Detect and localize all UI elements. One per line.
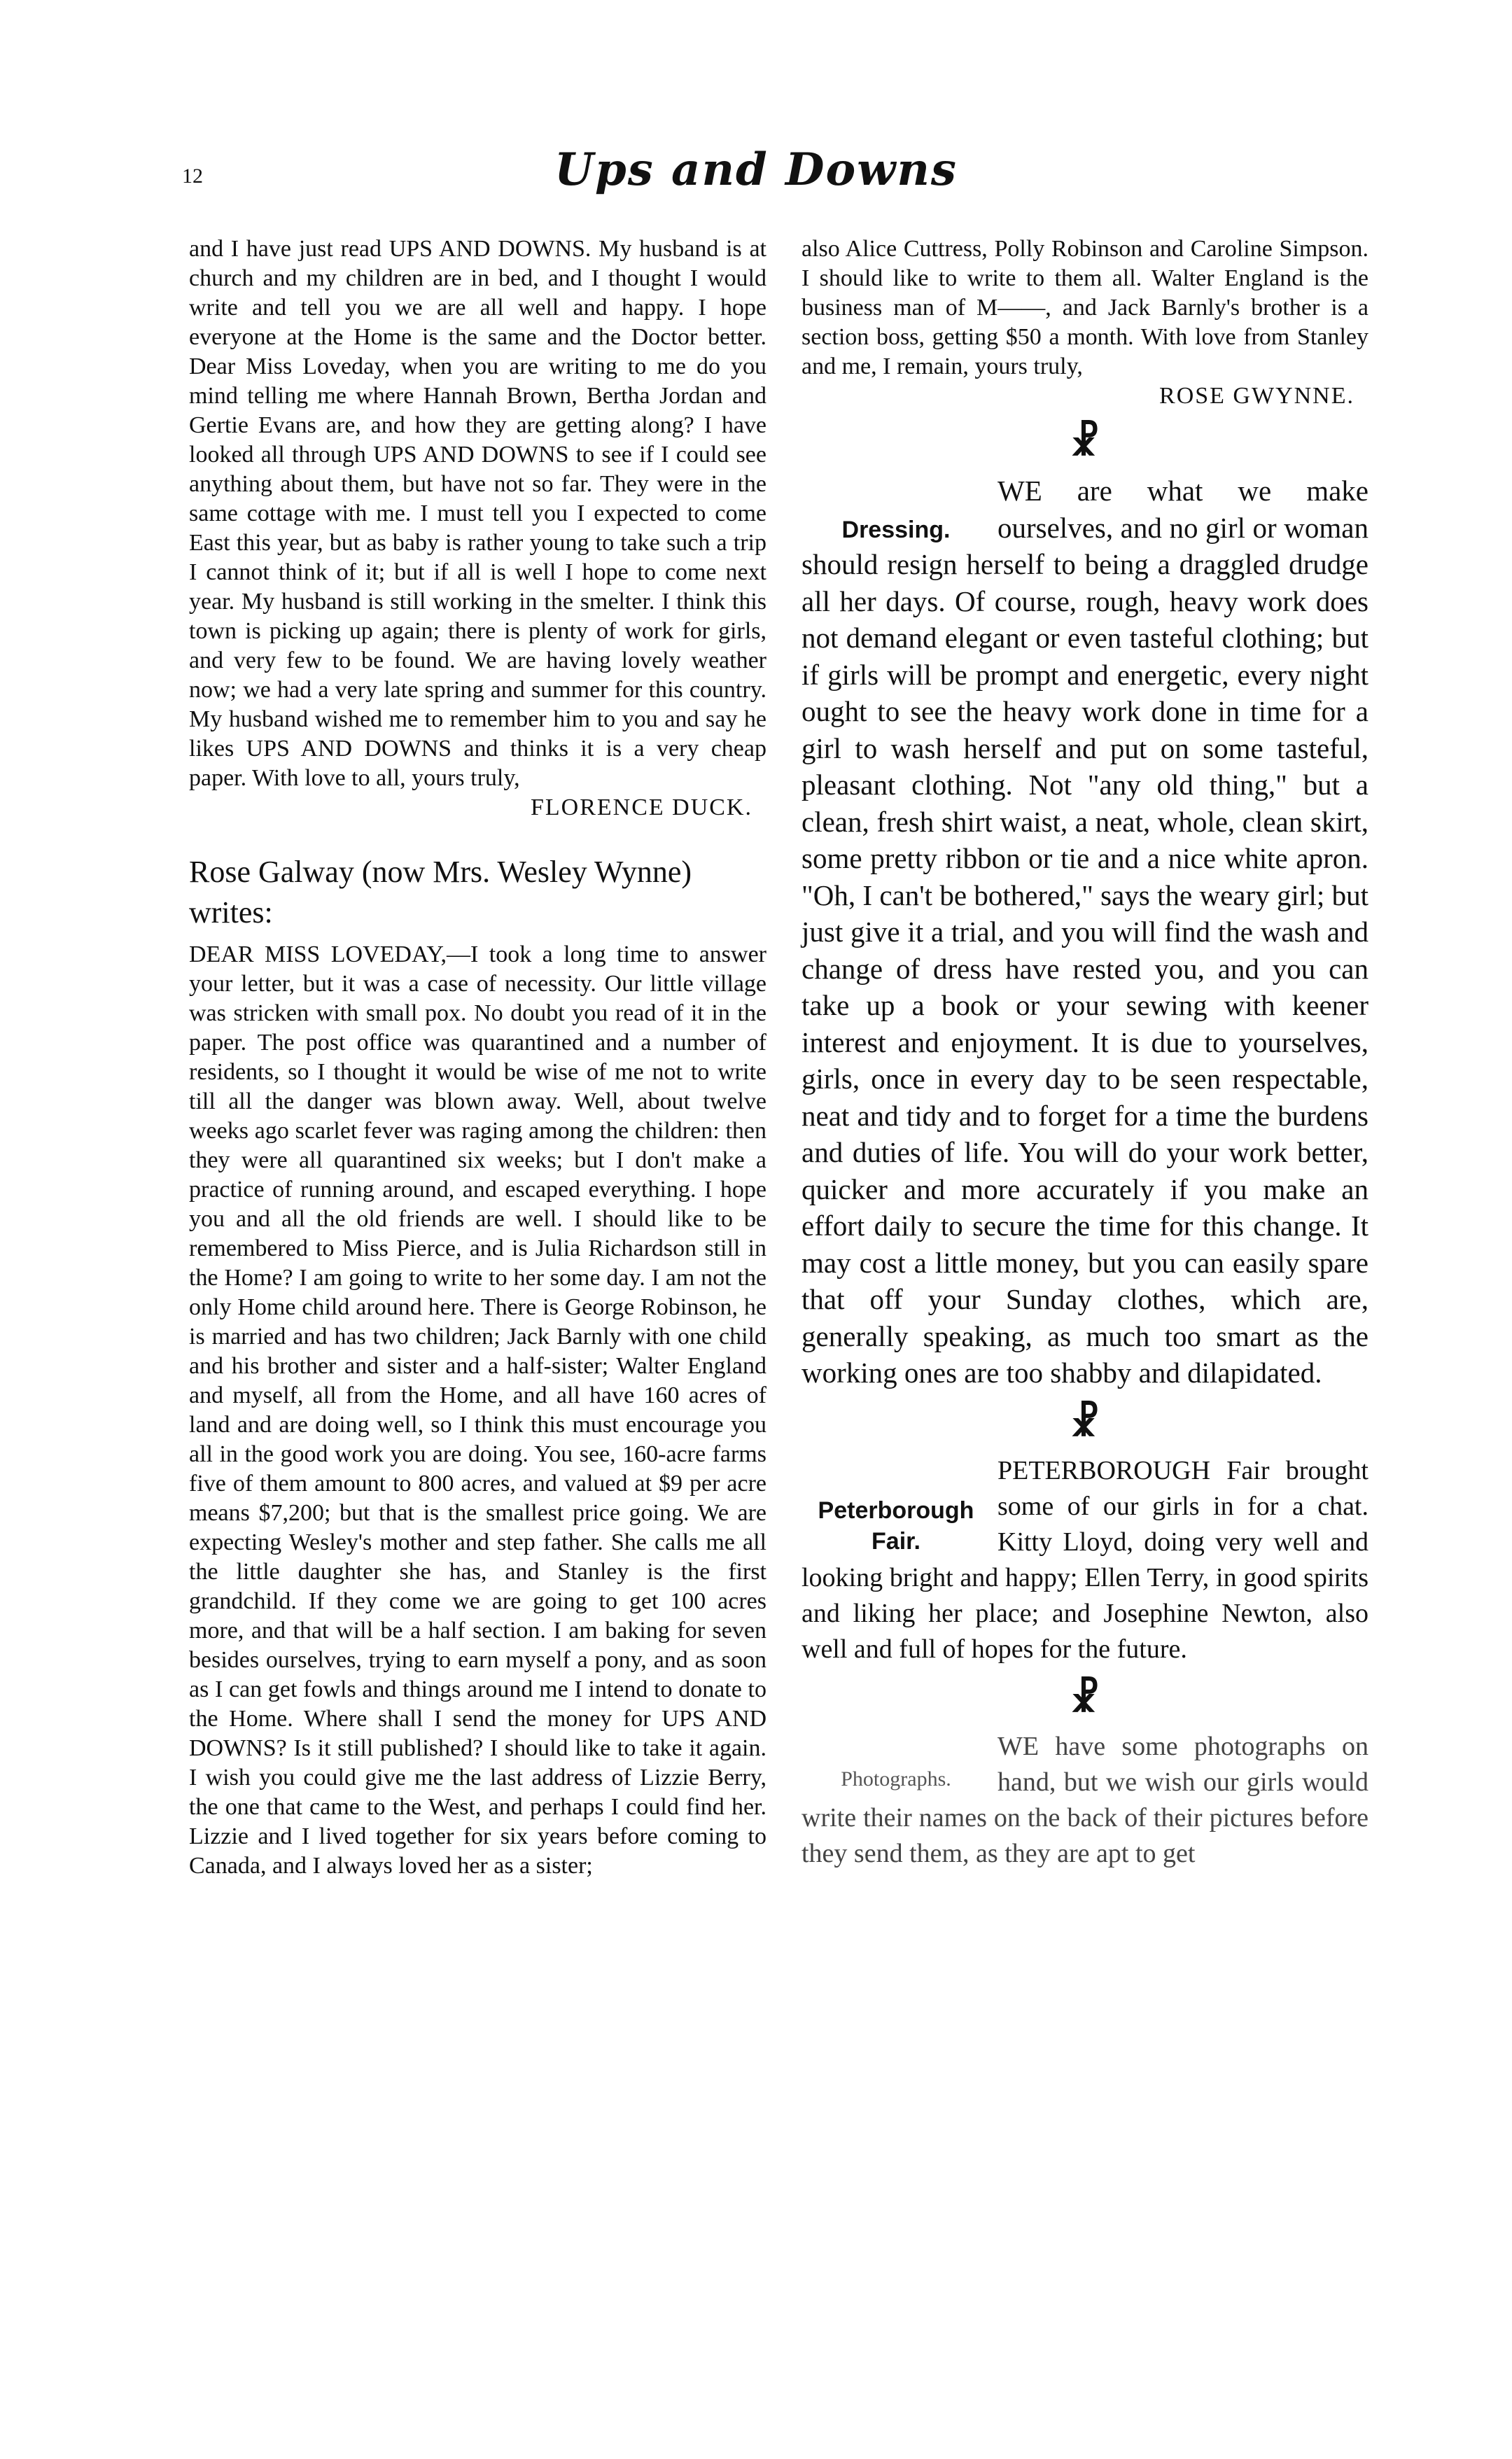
page-number: 12	[182, 164, 203, 188]
sidehead-peterborough-fair: Peterborough Fair.	[818, 1497, 974, 1555]
running-title: Ups and Downs	[554, 143, 958, 196]
letter-florence-signature: FLORENCE DUCK.	[530, 794, 752, 820]
letter-rose-body: DEAR MISS LOVEDAY,—I took a long time to answer your letter, but it was a case of necessity. Our little village was stricken with small pox. No doubt you read of it in the paper. The post office was quarantined and a number of residents, so I thought it would be wise of me not to write till all the danger was blown away. Well, about twelve weeks ago scarlet fever was raging among the children: then they were all quarantined six weeks; but I don't make a practice of running around, and escaped everything. I hope you and all the old friends are well. I should like to be remembered to Miss Pierce, and is Julia Richardson still in the Home? I am going to write to her some day. I am not the only Home child around here. There is George Robinson, he is married and has two children; Jack Barnly with one child and his brother and sister and a half-sister; Walter England and myself, all from the Home, and all have 160 acres of land and are doing well, so I think this must encourage you all in the good work you are doing. You see, 160-acre farms five of them amount to 800 acres, and valued at $9 per acre means $7,200; but that is the smallest price going. We are expecting Wesley's mother and step father. She calls me all the little daughter she has, and Stanley is the first grandchild. If they come we are going to get 100 acres more, and that will be a half section. I am baking for seven besides ourselves, trying to earn myself a pony, and as soon as I can get fowls and things around me I intend to donate to the Home. Where shall I send the money for UPS AND DOWNS? Is it still published? I should like to take it again. I wish you could give me the last address of Lizzie Berry, the one that came to the West, and perhaps I could find her. Lizzie and I lived together for six years before coming to Canada, and I always loved her as a sister;	[189, 941, 766, 1879]
section-photographs	[802, 1729, 1368, 1872]
letter-rose-continued: also Alice Cuttress, Polly Robinson and Caroline Simpson. I should like to write to them all. Walter England is the business man of M——, and Jack Barnly's brother is a section boss, getting $50 a month. With love from Stanley and me, I remain, yours truly,	[802, 236, 1368, 379]
page-header	[0, 143, 1512, 206]
section-divider-ornament: ☧	[1070, 1401, 1100, 1444]
peterborough-fair-text: PETERBOROUGH Fair brought some of our girls in for a chat. Kitty Lloyd, doing very well and looking bright and happy; Ellen Terry, in good spirits and liking her place; and Josephine Newton, also well and full of hopes for the future.	[802, 1455, 1368, 1664]
section-peterborough-fair	[802, 1453, 1368, 1667]
left-column	[189, 234, 766, 1881]
right-column	[802, 234, 1368, 1872]
section-dressing	[802, 472, 1368, 1392]
letter-rose-intro: Rose Galway (now Mrs. Wesley Wynne) writes:	[189, 855, 692, 930]
sidehead-photographs: Photographs.	[841, 1767, 951, 1791]
section-divider-ornament: ☧	[1070, 421, 1100, 463]
letter-florence-body: and I have just read UPS AND DOWNS. My husband is at church and my children are in bed, and I thought I would write and tell you we are all well and happy. I hope everyone at the Home is the same and the Doctor better. Dear Miss Loveday, when you are writing to me do you mind telling me where Hannah Brown, Bertha Jordan and Gertie Evans are, and how they are getting along? I have looked all through UPS AND DOWNS to see if I could see anything about them, but have not so far. They were in the same cottage with me. I must tell you I expected to come East this year, but as baby is rather young to take such a trip I cannot think of it; but if all is well I hope to come next year. My husband is still working in the smelter. I think this town is picking up again; there is plenty of work for girls, and very few to be found. We are having lovely weather now; we had a very late spring and summer for this country. My husband wished me to remember him to you and say he likes UPS AND DOWNS and thinks it is a very cheap paper. With love to all, yours truly,	[189, 236, 766, 791]
letter-rose-signature: ROSE GWYNNE.	[1159, 383, 1354, 409]
dressing-text: WE are what we make ourselves, and no girl or woman should resign herself to being a draggled drudge all her days. Of course, rough, heavy work does not demand elegant or even tasteful clothing; but if girls will be prompt and energetic, every night ought to see the heavy work done in time for a girl to wash herself and put on some tasteful, pleasant clothing. Not "any old thing," but a clean, fresh shirt waist, a neat, whole, clean skirt, some pretty ribbon or tie and a nice white apron. "Oh, I can't be bothered," says the weary girl; but just give it a trial, and you will find the wash and change of dress have rested you, and you can take up a book or your sewing with keener interest and enjoyment. It is due to yourselves, girls, once in every day to be seen respectable, neat and tidy and to forget for a time the burdens and duties of life. You will do your work better, quicker and more accurately if you make an effort daily to secure the time for this change. It may cost a little money, but you can easily spare that off your Sunday clothes, which are, generally speaking, as much too smart as the working ones are too shabby and dilapidated.	[802, 475, 1368, 1389]
photographs-text: WE have some photographs on hand, but we wish our girls would write their names on the back of their pictures before they send them, as they are apt to get	[802, 1731, 1368, 1868]
section-divider-ornament: ☧	[1070, 1677, 1100, 1720]
sidehead-dressing: Dressing.	[841, 517, 951, 543]
